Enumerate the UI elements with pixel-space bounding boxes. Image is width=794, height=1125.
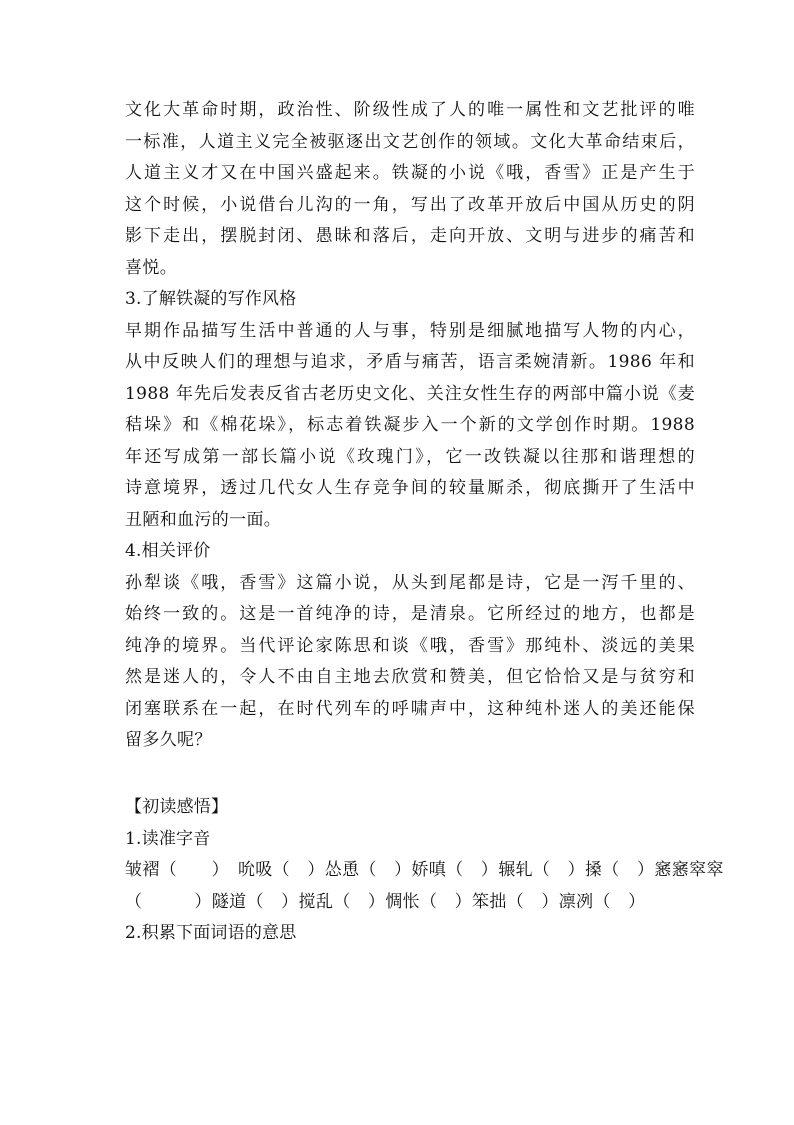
text-line: 然是迷人的，令人不由自主地去欣赏和赞美，但它恰恰又是与贫穷和 xyxy=(125,667,695,687)
spacer xyxy=(125,757,695,789)
text-line: 年还写成第一部长篇小说《玫瑰门》，它一改铁凝以往那和谐理想的 xyxy=(125,446,695,467)
section-heading-writing-style: 3.了解铁凝的写作风格 xyxy=(125,289,297,309)
pinyin-exercise-line-2: （ ）隧道（ ）搅乱（ ）惆怅（ ）笨拙（ ）凛冽（ ） xyxy=(125,891,646,912)
text-line: 始终一致的。这是一首纯净的诗，是清泉。它所经过的地方，也都是 xyxy=(125,604,695,624)
subheading-pronunciation: 1.读准字音 xyxy=(125,828,211,849)
background-paragraph xyxy=(125,95,695,284)
text-line: 一标准，人道主义完全被驱逐出文艺创作的领域。文化大革命结束后， xyxy=(125,131,695,152)
text-line: 秸垛》和《棉花垛》，标志着铁凝步入一个新的文学创作时期。1988 xyxy=(125,415,695,435)
section-heading-first-reading: 【初读感悟】 xyxy=(125,797,229,817)
text-line: 留多久呢？ xyxy=(125,730,212,750)
reviews-paragraph xyxy=(125,568,695,757)
text-line: 文化大革命时期，政治性、阶级性成了人的唯一属性和文艺批评的唯 xyxy=(125,100,695,120)
text-line: 这个时候，小说借台儿沟的一角，写出了改革开放后中国从历史的阴 xyxy=(125,194,695,215)
text-line: 丑陋和血污的一面。 xyxy=(125,509,282,530)
text-line: 人道主义才又在中国兴盛起来。铁凝的小说《哦，香雪》正是产生于 xyxy=(125,163,695,183)
document-page xyxy=(125,95,724,950)
text-line: 闭塞联系在一起，在时代列车的呼啸声中，这种纯朴迷人的美还能保 xyxy=(125,698,695,719)
text-line: 影下走出，摆脱封闭、愚昧和落后，走向开放、文明与进步的痛苦和 xyxy=(125,226,695,246)
text-line: 从中反映人们的理想与追求，矛盾与痛苦，语言柔婉清新。1986 年和 xyxy=(125,352,695,372)
text-line: 喜悦。 xyxy=(125,257,178,278)
writing-style-paragraph xyxy=(125,316,695,537)
subheading-vocabulary: 2.积累下面词语的意思 xyxy=(125,923,297,943)
text-line: 早期作品描写生活中普通的人与事，特别是细腻地描写人物的内心， xyxy=(125,320,695,341)
text-line: 纯净的境界。当代评论家陈思和谈《哦，香雪》那纯朴、淡远的美果 xyxy=(125,635,695,656)
section-heading-reviews: 4.相关评价 xyxy=(125,541,211,561)
text-line: 1988 年先后发表反省古老历史文化、关注女性生存的两部中篇小说《麦 xyxy=(125,383,695,404)
text-line: 孙犁谈《哦，香雪》这篇小说，从头到尾都是诗，它是一泻千里的、 xyxy=(125,572,695,593)
text-line: 诗意境界，透过几代女人生存竞争间的较量厮杀，彻底撕开了生活中 xyxy=(125,478,695,498)
pinyin-exercise-line-1: 皱褶（ ） 吮吸（ ）怂恿（ ）娇嗔（ ）辗轧（ ）搡（ ）窸窸窣窣 xyxy=(125,860,724,880)
